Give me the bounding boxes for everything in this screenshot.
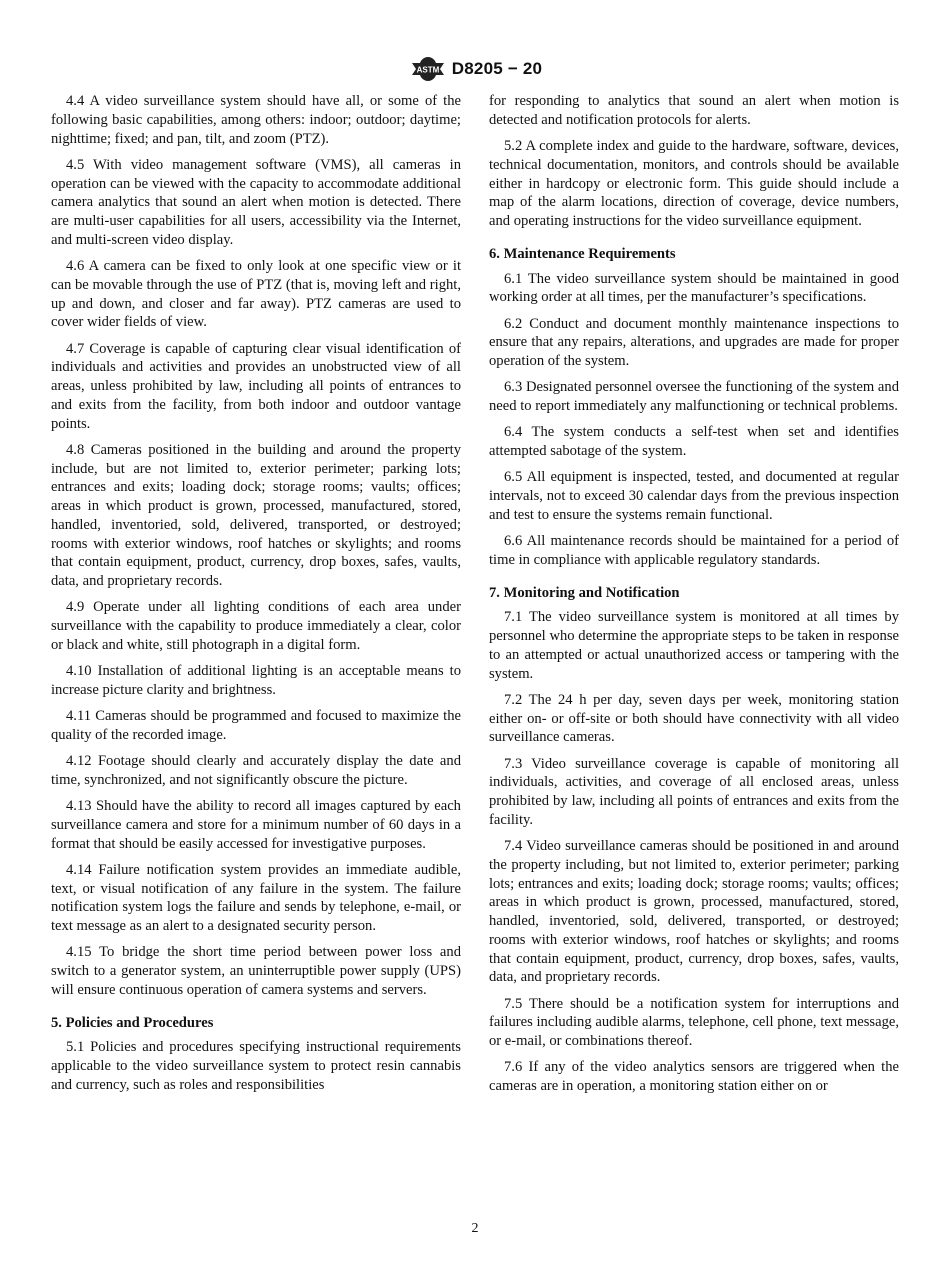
section-6-heading: 6. Maintenance Requirements: [489, 245, 676, 262]
paragraph-7-4: 7.4 Video surveillance cameras should be positioned in and around the property including, but not limited to, exterior perimeter; parking lots; entrances and exits; loading dock; storage rooms; vaults; offices; areas in which product is grown, processed, manufactured, stored, handled, inventoried, sold, delivered, transported, or destroyed; rooms with exterior windows, roof hatches or skylights; and rooms that contain equipment, product, currency, drop boxes, safes, vaults, data, and proprietary records.: [489, 838, 899, 986]
paragraph-4-14: 4.14 Failure notification system provides an immediate audible, text, or visual notification of any failure in the system. The failure notification system logs the failure and sends by telephone, e-mail, or text message as an alert to a designated security person.: [51, 861, 461, 934]
paragraph-7-6: 7.6 If any of the video analytics sensors are triggered when the cameras are in operation, a monitoring station either on or: [489, 1059, 900, 1094]
paragraph-7-5: 7.5 There should be a notification system for interruptions and failures including audible alarms, telephone, cell phone, text message, or e-mail, or combinations thereof.: [489, 995, 899, 1049]
paragraph-5-1: 5.1 Policies and procedures specifying instructional requirements applicable to the video surveillance system to protect resin cannabis and currency, such as roles and responsibilities: [51, 1039, 461, 1093]
astm-logo-icon: [408, 56, 448, 82]
paragraph-6-4: 6.4 The system conducts a self-test when set and identifies attempted sabotage of the system.: [489, 424, 899, 459]
section-5-heading: 5. Policies and Procedures: [51, 1014, 214, 1031]
paragraph-4-12: 4.12 Footage should clearly and accurately display the date and time, synchronized, and not significantly obscure the picture.: [51, 753, 461, 788]
paragraph-6-3: 6.3 Designated personnel oversee the functioning of the system and need to report immediately any malfunctioning or technical problems.: [489, 379, 899, 414]
paragraph-5-2: 5.2 A complete index and guide to the hardware, software, devices, technical documentation, monitors, and controls should be available either in hardcopy or electronic form. This guide should include a map of the alarm locations, direction of coverage, device numbers, and operating instructions for the video surveillance equipment.: [489, 138, 900, 229]
paragraph-4-11: 4.11 Cameras should be programmed and focused to maximize the quality of the recorded image.: [51, 708, 461, 743]
paragraph-6-1: 6.1 The video surveillance system should be maintained in good working order at all times, per the manufacturer’s specifications.: [489, 270, 899, 306]
right-column: [489, 92, 899, 1103]
paragraph-7-2: 7.2 The 24 h per day, seven days per week, monitoring station either on- or off-site or both should have connectivity with all video surveillance cameras.: [489, 691, 899, 746]
section-7-heading: 7. Monitoring and Notification: [489, 584, 680, 601]
document-designation: D8205 − 20: [451, 59, 543, 78]
paragraph-4-8: 4.8 Cameras positioned in the building and around the property include, but are not limited to, exterior perimeter; parking lots; entrances and exits; loading dock; storage rooms; vaults; offices; areas in which product is grown, processed, manufactured, stored, handled, inventoried, sold, delivered, transported, or destroyed; rooms with exterior windows, roof hatches or skylights; and rooms that contain equipment, product, currency, drop boxes, safes, vaults, data, and proprietary records.: [51, 441, 461, 589]
page-number: 2: [471, 1221, 479, 1236]
paragraph-7-1: 7.1 The video surveillance system is monitored at all times by personnel who determine the appropriate steps to be taken in response to an attempted or actual unauthorized access or tampering with the system.: [489, 609, 899, 682]
paragraph-4-7: 4.7 Coverage is capable of capturing clear visual identification of individuals and activities and provides an unobstructed view of all areas, unless prohibited by law, including all points of entrances to and exits from the facility, from both indoor and outdoor vantage points.: [51, 340, 461, 432]
paragraph-4-4: 4.4 A video surveillance system should have all, or some of the following basic capabilities, among others: indoor; outdoor; daytime; nighttime; fixed; and pan, tilt, and zoom (PTZ).: [51, 93, 461, 147]
paragraph-6-6: 6.6 All maintenance records should be maintained for a period of time in compliance with applicable regulatory standards.: [489, 533, 900, 568]
paragraph-6-5: 6.5 All equipment is inspected, tested, and documented at regular intervals, not to exceed 30 calendar days from the previous inspection and test to ensure the systems remain functional.: [489, 469, 899, 523]
paragraph-4-5: 4.5 With video management software (VMS), all cameras in operation can be viewed with the capacity to accommodate additional camera analytics that sound an alert when motion is detected. There are multi-user capabilities for all users, accessibility via the Internet, and multi-screen video display.: [51, 156, 461, 248]
paragraph-7-3: 7.3 Video surveillance coverage is capable of monitoring all individuals, activities, and coverage of all enclosed areas, unless prohibited by law, including all points of entrances and exits from the facility.: [489, 755, 899, 828]
paragraph-6-2: 6.2 Conduct and document monthly maintenance inspections to ensure that any repairs, alterations, and upgrades are made for proper operation of the system.: [489, 315, 899, 369]
astm-logo-text: ASTM: [416, 65, 440, 75]
paragraph-4-13: 4.13 Should have the ability to record all images captured by each surveillance camera and store for a minimum number of 60 days in a format that should be easily accessed for investigative purposes.: [51, 798, 461, 852]
left-column: [51, 92, 461, 1102]
page-header: [0, 56, 950, 84]
paragraph-4-10: 4.10 Installation of additional lighting is an acceptable means to increase picture clarity and brightness.: [51, 663, 462, 698]
paragraph-4-6: 4.6 A camera can be fixed to only look at one specific view or it can be movable through the use of PTZ (that is, moving left and right, up and down, and closer and far away). PTZ cameras are used to cover wider fields of view.: [51, 258, 462, 331]
paragraph-5-1-continued: for responding to analytics that sound an alert when motion is detected and notification protocols for alerts.: [489, 93, 899, 128]
paragraph-4-9: 4.9 Operate under all lighting conditions of each area under surveillance with the capability to produce immediately a clear, color or black and white, still photograph in a digital form.: [51, 599, 461, 653]
paragraph-4-15: 4.15 To bridge the short time period between power loss and switch to a generator system, an uninterruptible power supply (UPS) will ensure continuous operation of camera systems and servers.: [51, 944, 462, 998]
